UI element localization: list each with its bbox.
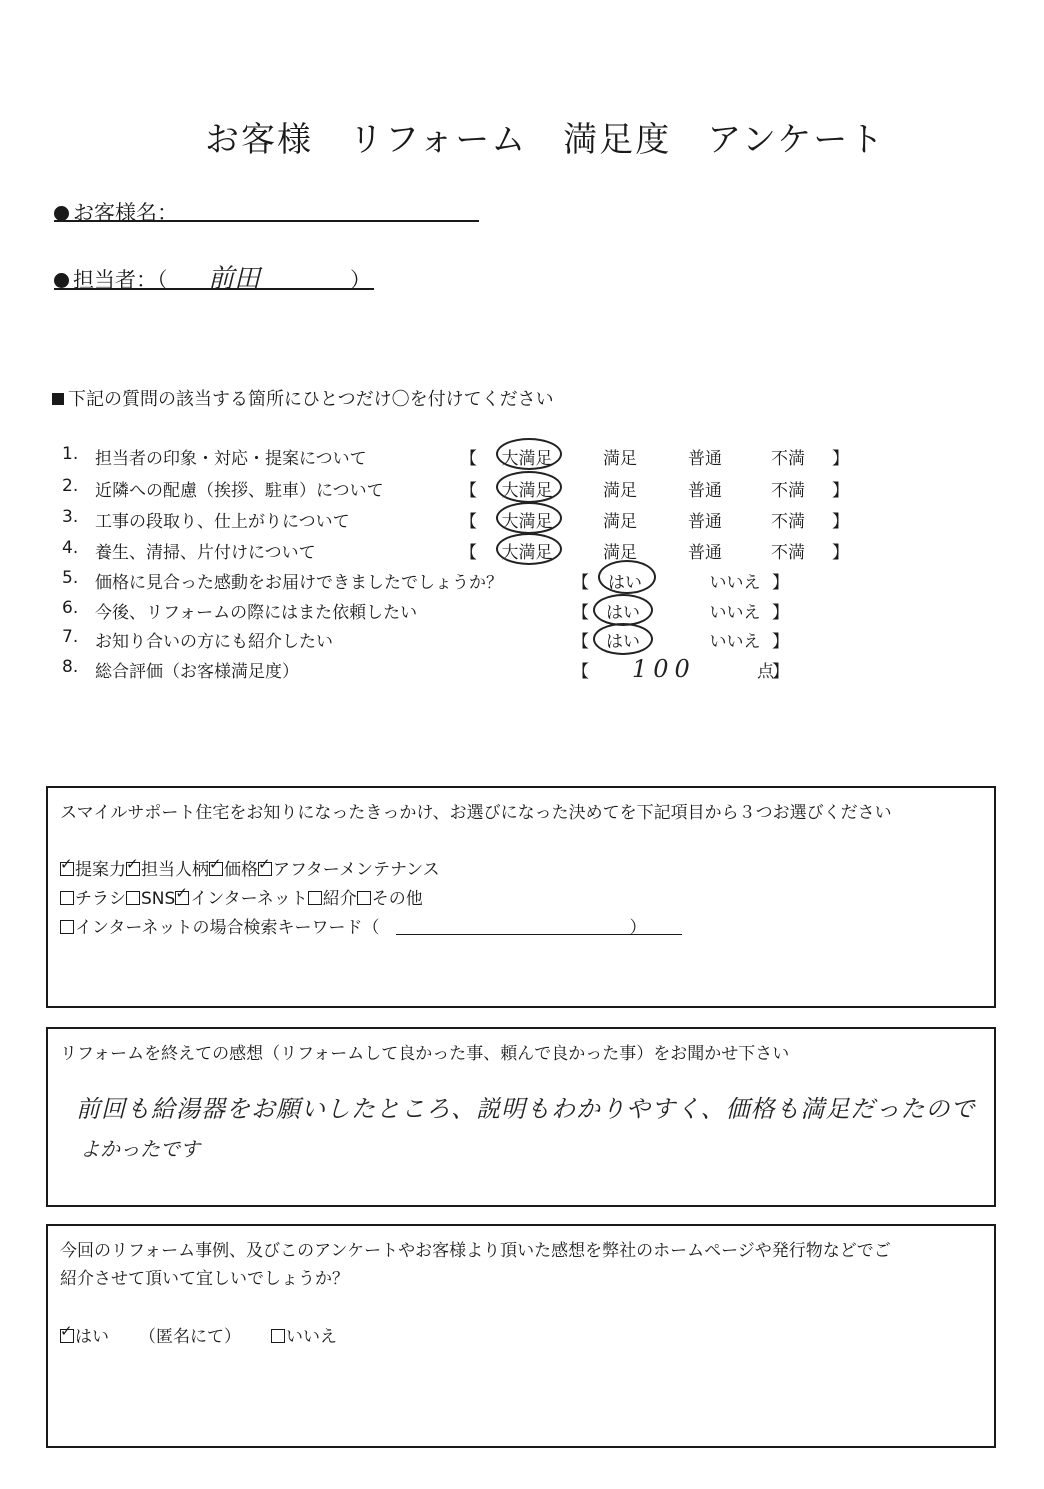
option-no[interactable]: いいえ [709,632,761,652]
publication-consent-section [46,1224,996,1448]
consent-yes-label: はい [75,1327,109,1347]
checkbox[interactable] [60,862,74,876]
question-row [0,627,1044,651]
impressions-section [46,1027,996,1207]
section-header: 紹介させて頂いて宜しいでしょうか？ [60,1269,349,1289]
section-header: リフォームを終えての感想（リフォームして良かった事、頼んで良かった事）をお聞かせ下さい [60,1044,790,1064]
checkbox-label: 提案力 [75,860,126,880]
question-row [0,568,1044,592]
checkbox-item[interactable] [357,889,423,909]
bracket-close: 】 [832,543,849,563]
bracket-open: 【 [572,573,589,593]
bracket-close: 】 [832,449,849,469]
bracket-close: 】 [772,632,789,652]
question-text: 価格に見合った感動をお届けできましたでしょうか？ [95,573,503,593]
bracket-open: 【 [460,449,477,469]
checkbox-row [60,884,423,909]
selection-circle [593,594,653,626]
option-label[interactable]: 不満 [771,543,805,563]
checkbox-label: 紹介 [322,889,357,909]
option-no[interactable]: いいえ [709,603,761,623]
comment-line: よかったです [80,1137,200,1161]
question-text: 養生、清掃、片付けについて [95,543,316,563]
option-label[interactable]: 満足 [603,543,637,563]
selection-circle [496,438,562,470]
customer-name-label: お客様名： [73,201,178,225]
section-header: 今回のリフォーム事例、及びこのアンケートやお客様より頂いた感想を弊社のホームページや発行物などでご [60,1241,891,1261]
score-value: 100 [632,655,696,683]
instruction-text: 下記の質問の該当する箇所にひとつだけ〇を付けてください [68,389,554,410]
bracket-close: 】 [772,662,789,682]
checkbox-item[interactable] [175,889,307,909]
checkbox-label: アフターメンテナンス [273,860,440,880]
option-yes[interactable]: はい [608,573,642,593]
consent-no-label: いいえ [286,1327,337,1347]
checkbox-item[interactable] [209,860,258,880]
consent-yes-checkbox[interactable] [60,1329,74,1343]
square-bullet-icon [52,393,64,405]
consent-row [60,1322,337,1347]
question-text: 近隣への配慮（挨拶、駐車）について [95,481,384,501]
option-label[interactable]: 普通 [688,512,722,532]
question-number: 1. [62,444,79,464]
question-text: 今後、リフォームの際にはまた依頼したい [95,603,418,623]
staff-close-paren: ） [350,268,371,292]
checkbox[interactable] [60,920,74,934]
selection-circle [496,471,562,503]
checkbox-item[interactable] [126,860,209,880]
checkbox-label: チラシ [75,889,126,909]
checkbox-item[interactable] [60,860,126,880]
checkbox[interactable] [308,891,322,905]
checkbox[interactable] [175,891,189,905]
checkbox-row [60,855,440,880]
selection-circle [496,502,562,534]
comment-line: 前回も給湯器をお願いしたところ、説明もわかりやすく、価格も満足だったので [76,1095,976,1123]
bullet-icon [54,206,69,221]
checkbox[interactable] [126,862,140,876]
option-label[interactable]: 満足 [603,449,637,469]
checkbox-label: インターネット [190,889,308,909]
bullet-icon [54,273,69,288]
selection-circle [496,533,562,565]
section-header: スマイルサポート住宅をお知りになったきっかけ、お選びになった決めてを下記項目から３つお選びください [60,803,892,823]
bracket-open: 【 [460,543,477,563]
bracket-open: 【 [572,632,589,652]
option-label[interactable]: 大満足 [501,512,553,532]
checkbox[interactable] [60,891,74,905]
checkbox-item[interactable] [258,860,440,880]
how-you-found-us-section [46,786,996,1008]
option-yes[interactable]: はい [606,632,640,652]
question-number: 5. [62,568,79,588]
option-label[interactable]: 大満足 [501,449,553,469]
question-number: 8. [62,657,79,677]
bracket-open: 【 [572,603,589,623]
checkbox-item[interactable] [308,889,357,909]
option-label[interactable]: 満足 [603,481,637,501]
selection-circle [593,623,653,655]
bracket-close: 】 [772,603,789,623]
option-label[interactable]: 大満足 [501,481,553,501]
question-text: お知り合いの方にも紹介したい [95,632,333,652]
checkbox-label: SNS [141,889,176,909]
bracket-close: 】 [832,512,849,532]
consent-no-checkbox[interactable] [271,1329,285,1343]
option-no[interactable]: いいえ [709,573,761,593]
checkbox-label: 担当人柄 [141,860,209,880]
checkbox-label: 価格 [224,860,258,880]
option-label[interactable]: 不満 [771,449,805,469]
question-number: 7. [62,627,79,647]
consent-anon-label: （匿名にて） [139,1327,241,1347]
checkbox[interactable] [126,891,140,905]
checkbox-label: その他 [371,889,423,909]
customer-name-underline [54,220,479,222]
keyword-close: ） [629,918,647,938]
question-number: 4. [62,538,79,558]
question-number: 6. [62,598,79,618]
checkbox[interactable] [258,862,272,876]
checkbox-item[interactable] [60,889,126,909]
question-row [0,657,1044,687]
instruction [52,385,554,411]
staff-label: 担当者：（ [73,268,168,292]
option-yes[interactable]: はい [606,603,640,623]
question-text: 担当者の印象・対応・提案について [95,449,367,469]
customer-name-field [54,197,178,227]
question-number: 3. [62,507,79,527]
bracket-open: 【 [460,481,477,501]
staff-name: 前田 [208,264,261,294]
option-label[interactable]: 普通 [688,449,722,469]
option-label[interactable]: 普通 [688,543,722,563]
checkbox[interactable] [209,862,223,876]
selection-circle [598,560,656,594]
checkbox-item[interactable] [126,889,175,909]
bracket-close: 】 [832,481,849,501]
keyword-label: インターネットの場合検索キーワード（ [75,918,380,938]
checkbox[interactable] [357,891,371,905]
question-row [0,598,1044,622]
option-label[interactable]: 普通 [688,481,722,501]
page-title: お客様 リフォーム 満足度 アンケート [205,120,886,160]
bracket-open: 【 [572,662,589,682]
option-label[interactable]: 大満足 [501,543,553,563]
question-number: 2. [62,476,79,496]
option-label[interactable]: 満足 [603,512,637,532]
option-label[interactable]: 不満 [771,481,805,501]
staff-underline [54,288,374,290]
bracket-open: 【 [460,512,477,532]
option-label[interactable]: 不満 [771,512,805,532]
keyword-underline [396,934,682,935]
bracket-close: 】 [772,573,789,593]
question-text: 総合評価（お客様満足度） [95,662,299,682]
question-text: 工事の段取り、仕上がりについて [95,512,350,532]
score-unit: 点 [757,662,774,682]
